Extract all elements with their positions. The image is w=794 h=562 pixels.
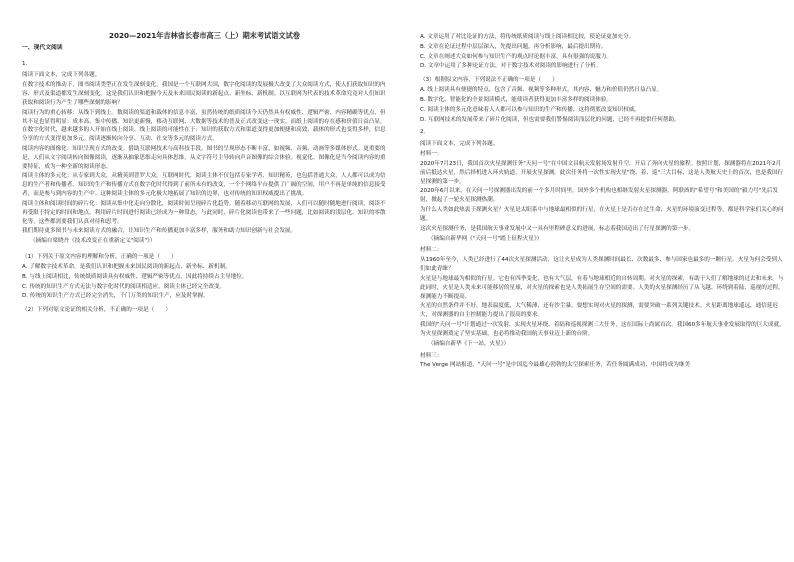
material-label: 材料二： <box>420 247 443 254</box>
source-note: （摘编自梁晓丹《技术改变正在重新定义"阅读"》） <box>30 238 156 245</box>
question-stem: （3）根据原文内容，下列说法不正确的一项是（ ） <box>420 77 558 84</box>
paragraph: The Verge 网站报道，"天问一号"是中国迄今最雄心勃勃的太空探索任务，若任务圆满成功，中国将成为继美 <box>420 362 691 369</box>
option-a: A. 文章运用了对比论证的方法，将传统纸质阅读与线上阅读相比较，使论证更加充分。 <box>420 34 635 40</box>
paragraph: 2020年6月以来，在天问一号探测器出发的前一个多月时间里，国外多个机构也相继发射火星探测器，阿联酋的"希望号"和美国的"毅力号"先后发射，掀起了一轮火星探测热潮。 <box>420 188 779 204</box>
paragraph: 2020年7月23日，我国首次火星探测任务"天问一号"在中国文昌航天发射场发射升空，开启了奔向火星的旅程。按照计划，探测器将在2021年2月前后抵达火星，然后择机进入环火轨道，开展火星探测。此次任务将一次性实现火星"绕、着、巡"三大目标，这是人类航天史上的首次，也是我国行星探测的第一步。 <box>420 160 784 185</box>
paragraph: 阅读内容的图像化：知识呈现方式的改变。借助互联网技术与高科技手段，图书的呈现形态不断丰富，如视频、音频、动画等多媒体形式。更重要的是，人们从文字阅读转向图像阅读，逐渐从抽象思维走向具体思维，从文字符号主导转向声音图像的综合体验。视觉化、图像化是当今阅读内容的重要特征，成为一种全新的阅读形态。 <box>22 145 386 170</box>
question-number: 1. <box>22 60 28 67</box>
section-heading: 一、现代文阅读 <box>22 45 63 52</box>
option-b: B. 文章在论证过程中层层深入，先提出问题，再分析影响，最后提出期待。 <box>420 43 607 50</box>
paragraph: 在数字技术的推动下，图书阅读类型正在发生深刻变化。我国是一个互联网大国，数字化阅读的发展极大改变了大众阅读方式，使人们获取知识的内容、形式及渠道都发生深刻变化。这是我们认识和把握今天及未来国民阅读的新起点、新坐标、新机制。以互联网为代表的技术革命究竟对人们知识获取和阅读行为产生了哪些深刻的影响？ <box>22 82 386 106</box>
paragraph: 阅读行为的重心转移：从线下到线上。数阅读的渠道和载体的信息丰富，虽然传统的纸质阅读今天仍然具有权威性、逻辑严密、内容精确等优点，但其不足也显得明显：成本高、集中传播、知识更新慢，移动互联网、大数据等技术的普及正式改变这一现实。而纸上阅读的存在感和价值日益凸显，在数字化时代，越来越多的人开始在线上阅读。线上阅读的可能性在于：知识的获取方式和渠道变得更加便捷和高效，载体的形式也变得多样，信息分享的方式变得更加多元。阅读逐渐转向分享、互动、社交等多元的阅读方式。 <box>22 109 386 143</box>
option-a: A. 线上阅读具有便捷的特点，包含了音频、视频等多种形式，其内容、魅力和价值仍然日益凸显。 <box>420 87 663 94</box>
option-d: D. 互联网技术的发展带来了碎片化阅读，但也需要我们警惕阅读浅层化的问题，已经不再提供任何帮助。 <box>420 116 680 123</box>
option-d: D. 文章中运用了多种论证方法，对于数字技术对阅读的影响进行了分析。 <box>420 63 602 70</box>
paragraph: 阅读主体的多元化：从专家到大众，从精英到普罗大众。互联网时代，阅读主体不仅包括专家学者、知识精英，也包括普通大众，人人都可以成为信息的生产者和传播者。知识的生产和传播方式在数字化时代得到了前所未有的改变，一个个网络平台提供了广阔的空间，用户不再是单纯的信息接受者，而是参与到内容的生产中。这种阅读主体的多元化极大地拓展了知识的边界，也对传统的知识权威提出了挑战。 <box>22 173 386 198</box>
right-column <box>420 33 785 371</box>
paragraph: 火星的自然条件并不好，地表温度低，大气稀薄，还有沙尘暴。要想实现对火星的探测，需要突破一系列关键技术。火星距离地球遥远，通信延迟大，对探测器的自主控制能力提出了很高的要求。 <box>420 303 779 319</box>
instruction-text: 阅读下面文本，完成下列各题。 <box>420 141 499 148</box>
exam-title: 2020—2021年吉林省长春市高三（上）期末考试语文试卷 <box>109 31 300 40</box>
paragraph: 火星是与地球最为相似的行星。它也有四季变化，也有大气层，有着与地球相近的自转周期。对火星的探索，有助于人们了解地球的过去和未来。与此同时，火星是人类未来可能移居的星球，对火星的探索也是人类拓展生存空间的需要。人类的火星探测经历了从飞越、环绕到着陆、巡视的过程，探测能力不断提高。 <box>420 275 784 300</box>
option-c: C. 传统的知识生产方式无法与数字化时代的阅读相适应，阅读主体已经完全改变。 <box>22 283 226 290</box>
option-c: C. 文章在阐述大众如何参与知识生产的观点时论据丰富，具有很强的说服力。 <box>420 53 613 60</box>
source-note: （摘编自新华《下一站，火星》） <box>428 340 510 347</box>
question-stem: （2）下列对原文论证的相关分析，不正确的一项是（ ） <box>22 307 171 314</box>
option-a: A. 了解数字技术革命，是我们认识和把握未来国民阅读的新起点、新坐标、新机制。 <box>22 263 231 270</box>
option-d: D. 传统的知识生产方式已经完全消失，千门万类的知识生产，应及时掌握。 <box>22 293 209 300</box>
question-stem: （1）下列关于原文内容的理解和分析，正确的一项是（ ） <box>22 254 177 261</box>
left-column <box>22 30 387 316</box>
paragraph: 为什么人类如此热衷于探测火星？火星是太阳系中与地球最相似的行星，在火星上是否存在过生命、火星的环境演变过程等，都是科学家们关心的问题。 <box>420 207 784 222</box>
question-number: 2. <box>420 129 426 136</box>
option-c: C. 阅读主体的多元化意味着人人都可以参与知识的生产和传播，这将彻底改变知识权威。 <box>420 106 641 113</box>
option-b: B. 与线上阅读相比，传统纸质阅读具有权威性、逻辑严密等优点，因此将持续占主导地位。 <box>22 273 248 280</box>
source-note: （摘编自新华网《"天问一号"踏上征程火星》） <box>428 235 543 242</box>
material-label: 材料一： <box>420 151 443 158</box>
paragraph: 阅读主体和阅读时间的碎片化：阅读从集中化走向分散化，阅读时间呈现碎片化趋势。随着移动互联网的发展，人们可以随时随地进行阅读，阅读不再受限于特定的时间和地点，利用碎片时间进行阅读已经成为一种常态。与此同时，碎片化阅读也带来了一些问题，比如阅读的浅层化、知识的零散化等，这些都需要我们认真对待和思考。 <box>22 200 386 225</box>
option-b: B. 数字化、智能化的全景阅读模式，能使读者获得更加丰富多样的阅读体验。 <box>420 96 612 103</box>
paragraph: 我国的"天问一号"计划通过一次发射，实现火星环绕、着陆和巡视探测三大任务，这在国际上尚属首次。我国60多年航天事业发展取得的巨大成就，为火星探测奠定了坚实基础，也必将推动我国航天事业迈上新的台阶。 <box>420 322 785 337</box>
instruction-text: 阅读下面文本，完成下列各题。 <box>22 72 101 79</box>
paragraph: 这次火星探测任务，是我国航天事业发展中又一具有里程碑意义的进展，标志着我国迈出了行星探测的第一步。 <box>420 225 695 232</box>
paragraph: 我们期待更多图书与未来阅读方式的融合，让知识生产和传播更加丰富多样，服务和助力知识创新与社会发展。 <box>22 228 297 235</box>
material-label: 材料三： <box>420 352 443 359</box>
paragraph: 从1960年至今，人类已经进行了44次火星探测活动，这让火星成为人类探测时间最长、次数最多、参与国家也最多的一颗行星。火星为何会受到人们如此青睐？ <box>420 257 783 273</box>
